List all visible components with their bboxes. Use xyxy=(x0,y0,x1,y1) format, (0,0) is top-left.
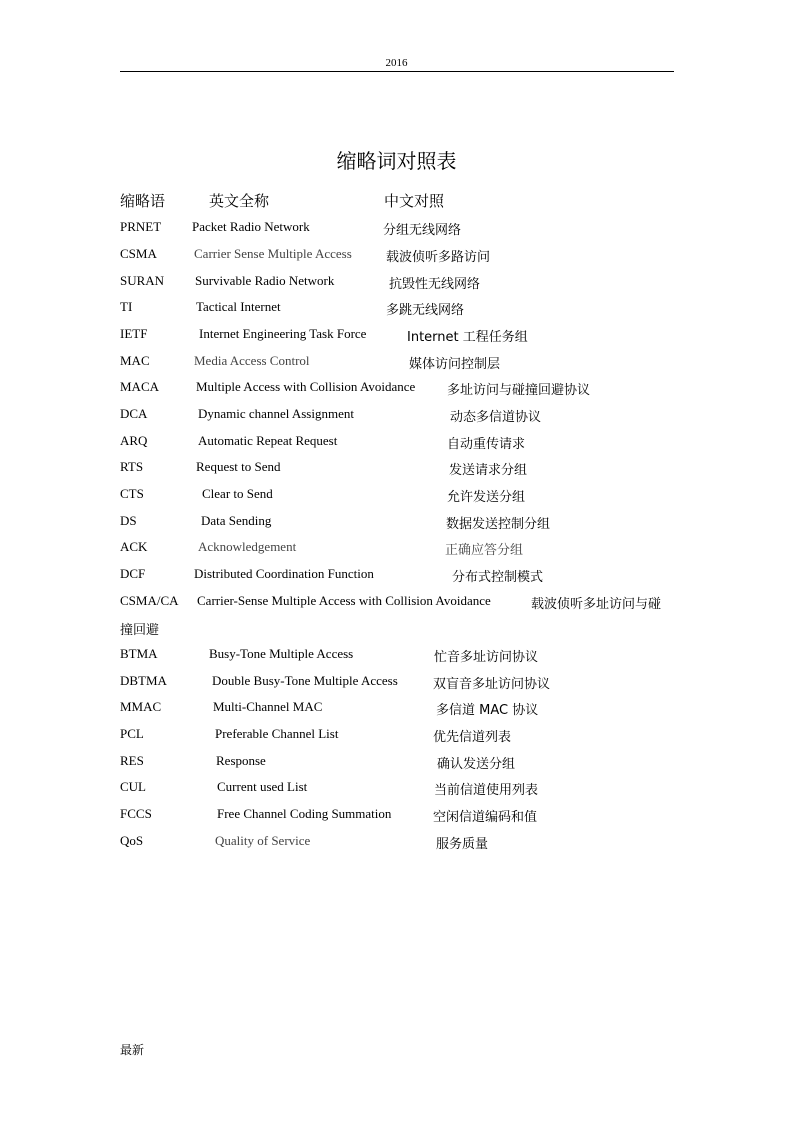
chinese-cell: 自动重传请求 xyxy=(447,437,526,452)
chinese-cell: 发送请求分组 xyxy=(449,463,528,478)
abbr-cell: CSMA/CA xyxy=(120,593,179,608)
chinese-cell: 媒体访问控制层 xyxy=(409,357,501,372)
abbr-cell: CSMA xyxy=(120,246,157,261)
table-row xyxy=(0,646,793,666)
chinese-cell: Internet 工程任务组 xyxy=(407,330,528,345)
english-cell: Double Busy-Tone Multiple Access xyxy=(212,673,398,688)
abbr-cell: RES xyxy=(120,753,144,768)
chinese-cell: 数据发送控制分组 xyxy=(446,517,551,532)
abbr-cell: BTMA xyxy=(120,646,158,661)
chinese-cell: 载波侦听多址访问与碰 xyxy=(531,597,662,612)
english-cell: Data Sending xyxy=(201,513,272,528)
chinese-cell: 忙音多址访问协议 xyxy=(434,650,539,665)
chinese-cell: 分布式控制模式 xyxy=(452,570,544,585)
english-cell: Acknowledgement xyxy=(198,539,297,554)
table-row xyxy=(0,299,793,319)
chinese-cell: 正确应答分组 xyxy=(445,543,524,558)
abbr-cell: ARQ xyxy=(120,433,148,448)
table-row xyxy=(0,433,793,453)
chinese-cell: 抗毁性无线网络 xyxy=(389,277,481,292)
page-title: 缩略词对照表 xyxy=(336,149,457,173)
table-row xyxy=(0,833,793,853)
abbr-cell: RTS xyxy=(120,459,144,474)
table-row xyxy=(0,273,793,293)
chinese-cell: 多址访问与碰撞回避协议 xyxy=(447,383,591,398)
column-header-chinese: 中文对照 xyxy=(384,192,445,210)
chinese-cell: 多信道 MAC 协议 xyxy=(436,703,539,718)
column-header-abbr: 缩略语 xyxy=(120,192,166,210)
english-cell: Multi-Channel MAC xyxy=(213,699,323,714)
table-row xyxy=(0,379,793,399)
chinese-cell: 动态多信道协议 xyxy=(450,410,542,425)
abbr-cell: PRNET xyxy=(120,219,162,234)
abbr-cell: CTS xyxy=(120,486,144,501)
abbr-cell: DCA xyxy=(120,406,148,421)
chinese-cell: 服务质量 xyxy=(436,837,489,852)
chinese-cell: 当前信道使用列表 xyxy=(434,783,539,798)
abbr-cell: DBTMA xyxy=(120,673,167,688)
chinese-cell: 分组无线网络 xyxy=(383,223,462,238)
chinese-cell: 空闲信道编码和值 xyxy=(433,810,538,825)
chinese-cell: 双盲音多址访问协议 xyxy=(433,677,551,692)
abbr-cell: IETF xyxy=(120,326,148,341)
english-cell: Preferable Channel List xyxy=(215,726,339,741)
table-row xyxy=(0,726,793,746)
table-row xyxy=(0,753,793,773)
english-cell: Packet Radio Network xyxy=(192,219,310,234)
english-cell: Clear to Send xyxy=(202,486,273,501)
abbr-cell: CUL xyxy=(120,779,146,794)
table-row xyxy=(0,513,793,533)
english-cell: Dynamic channel Assignment xyxy=(198,406,354,421)
english-cell: Internet Engineering Task Force xyxy=(199,326,367,341)
abbr-cell: DCF xyxy=(120,566,146,581)
english-cell: Tactical Internet xyxy=(196,299,281,314)
chinese-cell: 载波侦听多路访问 xyxy=(386,250,491,265)
page-footer: 最新 xyxy=(120,1043,145,1057)
english-cell: Request to Send xyxy=(196,459,281,474)
abbr-cell: TI xyxy=(120,299,133,314)
table-row xyxy=(0,219,793,239)
english-cell: Media Access Control xyxy=(194,353,310,368)
english-cell: Survivable Radio Network xyxy=(195,273,335,288)
english-cell: Response xyxy=(216,753,266,768)
english-cell: Carrier-Sense Multiple Access with Collision Avoidance xyxy=(197,593,491,608)
abbr-cell: MAC xyxy=(120,353,150,368)
english-cell: Multiple Access with Collision Avoidance xyxy=(196,379,416,394)
english-cell: Distributed Coordination Function xyxy=(194,566,374,581)
table-row xyxy=(0,246,793,266)
abbr-cell: QoS xyxy=(120,833,144,848)
chinese-cell: 优先信道列表 xyxy=(433,730,512,745)
table-row xyxy=(0,459,793,479)
chinese-cell: 确认发送分组 xyxy=(437,757,516,772)
page-header-year: 2016 xyxy=(385,57,408,69)
header-rule xyxy=(120,71,674,72)
abbr-cell: MACA xyxy=(120,379,160,394)
abbr-cell: PCL xyxy=(120,726,144,741)
table-row xyxy=(0,699,793,719)
table-row xyxy=(0,486,793,506)
english-cell: Carrier Sense Multiple Access xyxy=(194,246,352,261)
table-row xyxy=(0,566,793,586)
english-cell: Current used List xyxy=(217,779,308,794)
table-row xyxy=(0,673,793,693)
english-cell: Busy-Tone Multiple Access xyxy=(209,646,354,661)
table-row xyxy=(0,353,793,373)
table-row xyxy=(0,779,793,799)
table-row xyxy=(0,806,793,826)
column-header-english: 英文全称 xyxy=(209,192,270,210)
english-cell: Free Channel Coding Summation xyxy=(217,806,392,821)
abbr-cell: ACK xyxy=(120,539,148,554)
abbr-cell: SURAN xyxy=(120,273,165,288)
table-row xyxy=(0,539,793,559)
abbr-cell: DS xyxy=(120,513,137,528)
table-row xyxy=(0,593,793,613)
chinese-cell: 允许发送分组 xyxy=(447,490,526,505)
english-cell: Automatic Repeat Request xyxy=(198,433,338,448)
english-cell: Quality of Service xyxy=(215,833,311,848)
table-row xyxy=(0,326,793,346)
chinese-cell: 多跳无线网络 xyxy=(386,303,465,318)
chinese-cell-continuation: 撞回避 xyxy=(120,623,160,638)
abbr-cell: FCCS xyxy=(120,806,152,821)
table-row xyxy=(0,406,793,426)
abbr-cell: MMAC xyxy=(120,699,162,714)
